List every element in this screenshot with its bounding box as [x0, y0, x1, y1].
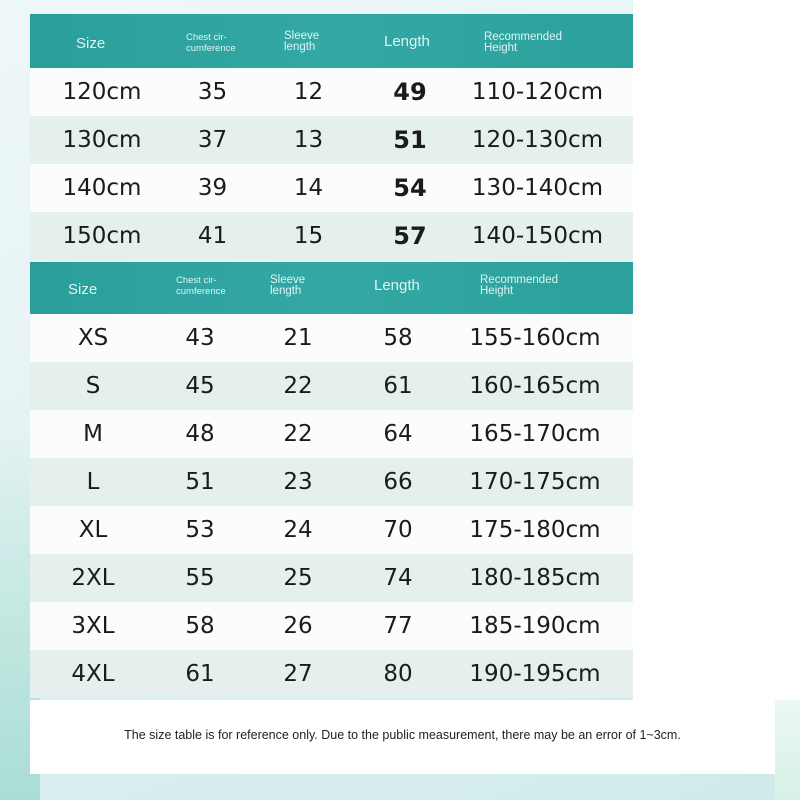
sleeve-cell: 24 [283, 517, 313, 543]
header-size: Size [76, 35, 106, 52]
sleeve-cell: 23 [283, 469, 313, 495]
chest-cell: 35 [197, 79, 228, 105]
size-cell: S [85, 373, 101, 399]
chest-cell: 41 [197, 223, 228, 249]
height-cell: 120-130cm [471, 127, 604, 153]
header-sleeve: Sleeve length [284, 30, 320, 53]
table-header [30, 262, 633, 314]
chest-cell: 58 [185, 613, 215, 639]
length-cell: 57 [393, 222, 427, 250]
length-cell: 49 [393, 78, 427, 106]
chest-cell: 43 [185, 325, 215, 351]
size-cell: XS [77, 325, 109, 351]
size-cell: 120cm [62, 79, 142, 105]
header-chest: Chest cir- cumference [176, 275, 226, 297]
disclaimer-note: The size table is for reference only. Due to the public measurement, there may be an error of 1~3cm. [124, 728, 681, 742]
height-cell: 185-190cm [469, 613, 601, 639]
sleeve-cell: 13 [293, 127, 324, 153]
length-cell: 70 [383, 517, 413, 543]
header-size: Size [68, 281, 98, 298]
height-cell: 160-165cm [469, 373, 601, 399]
length-cell: 58 [383, 325, 413, 351]
length-cell: 64 [383, 421, 413, 447]
chest-cell: 48 [185, 421, 215, 447]
chest-cell: 53 [185, 517, 215, 543]
header-height: Recommended Height [480, 274, 558, 297]
height-cell: 175-180cm [469, 517, 601, 543]
sleeve-cell: 22 [283, 421, 313, 447]
size-cell: 140cm [62, 175, 142, 201]
length-cell: 54 [393, 174, 427, 202]
table-row [30, 68, 633, 116]
table-row [30, 164, 633, 212]
sleeve-cell: 26 [283, 613, 313, 639]
table-header [30, 14, 633, 68]
sleeve-cell: 27 [283, 661, 313, 687]
background-corner [775, 700, 800, 800]
background-panel [633, 0, 800, 700]
length-cell: 66 [383, 469, 413, 495]
header-length: Length [374, 277, 420, 294]
length-cell: 51 [393, 126, 427, 154]
table-row [30, 458, 633, 506]
header-sleeve: Sleeve length [270, 274, 306, 297]
size-cell: 150cm [62, 223, 142, 249]
table-row [30, 650, 633, 698]
table-row [30, 602, 633, 650]
height-cell: 130-140cm [471, 175, 604, 201]
chest-cell: 37 [197, 127, 228, 153]
chest-cell: 51 [185, 469, 215, 495]
sleeve-cell: 25 [283, 565, 313, 591]
height-cell: 140-150cm [471, 223, 604, 249]
size-cell: 2XL [71, 565, 115, 591]
adult-size-table [30, 262, 633, 698]
header-length: Length [384, 33, 430, 50]
length-cell: 77 [383, 613, 413, 639]
length-cell: 74 [383, 565, 413, 591]
size-cell: 3XL [71, 613, 115, 639]
size-cell: M [83, 421, 103, 447]
table-row [30, 554, 633, 602]
size-cell: XL [78, 517, 108, 543]
chest-cell: 55 [185, 565, 215, 591]
height-cell: 170-175cm [469, 469, 601, 495]
sleeve-cell: 21 [283, 325, 313, 351]
height-cell: 190-195cm [469, 661, 601, 687]
note-box [30, 700, 775, 774]
table-row [30, 116, 633, 164]
length-cell: 80 [383, 661, 413, 687]
chest-cell: 61 [185, 661, 215, 687]
sleeve-cell: 14 [293, 175, 324, 201]
table-row [30, 506, 633, 554]
height-cell: 155-160cm [469, 325, 601, 351]
header-height: Recommended Height [484, 31, 562, 54]
size-cell: 130cm [62, 127, 142, 153]
chest-cell: 39 [197, 175, 228, 201]
table-row [30, 362, 633, 410]
sleeve-cell: 15 [293, 223, 324, 249]
height-cell: 180-185cm [469, 565, 601, 591]
table-row [30, 410, 633, 458]
kids-size-table [30, 14, 633, 260]
length-cell: 61 [383, 373, 413, 399]
chest-cell: 45 [185, 373, 215, 399]
size-cell: L [86, 469, 100, 495]
height-cell: 165-170cm [469, 421, 601, 447]
sleeve-cell: 22 [283, 373, 313, 399]
height-cell: 110-120cm [471, 79, 604, 105]
header-chest: Chest cir- cumference [186, 32, 236, 54]
table-row [30, 212, 633, 260]
sleeve-cell: 12 [293, 79, 324, 105]
size-cell: 4XL [71, 661, 115, 687]
table-row [30, 314, 633, 362]
